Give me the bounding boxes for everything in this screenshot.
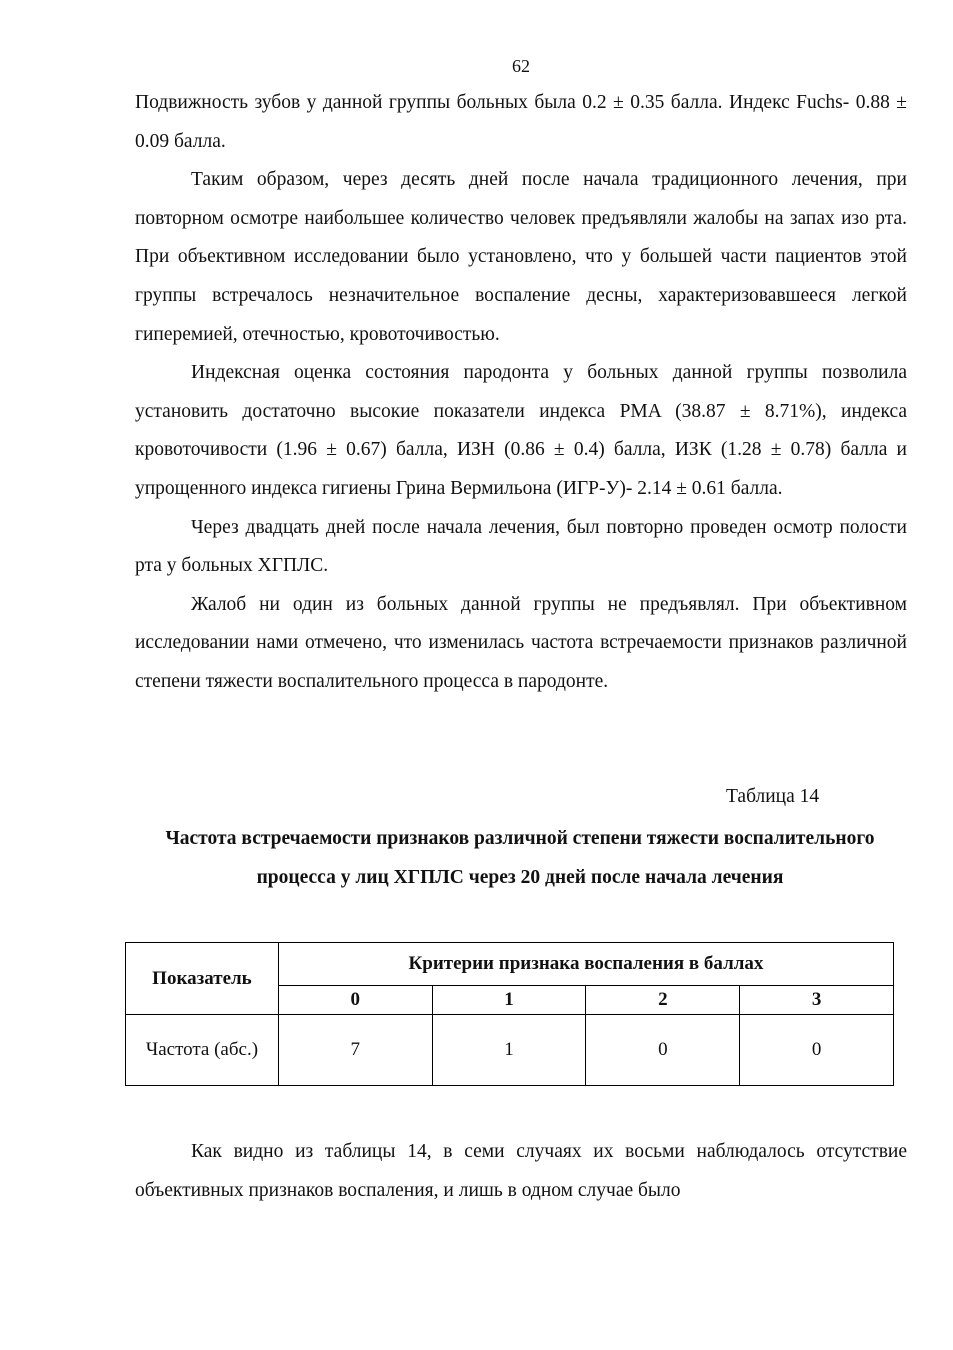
page-number: 62 (512, 56, 530, 76)
header-indicator: Показатель (126, 943, 279, 1015)
header-criteria: Критерии признака воспаления в баллах (278, 943, 893, 986)
cell-score-3: 0 (740, 1015, 894, 1086)
table-caption: Частота встречаемости признаков различной степени тяжести воспалительного процесса у лиц ХГПЛС через 20 дней после начала лечения (165, 828, 875, 888)
row-label-frequency: Частота (абс.) (126, 1015, 279, 1086)
header-score-3: 3 (740, 986, 894, 1015)
header-score-1: 1 (432, 986, 586, 1015)
frequency-table (125, 942, 894, 1086)
table-row (126, 1015, 894, 1086)
cell-score-0: 7 (278, 1015, 432, 1086)
table-number-label: Таблица 14 (726, 786, 820, 807)
paragraph-index-assessment: Индексная оценка состояния пародонта у больных данной группы позволила установить достаточно высокие показатели индекса PMA (38.87 ± 8.71%), индекса кровоточивости (1.96 ± 0.67) балла, ИЗН (0.86 ± 0.4) балла, ИЗК (1.28 ± 0.78) балла и упрощенного индекса гигиены Грина Вермильона (ИГР-У)- 2.14 ± 0.61 балла. (135, 362, 907, 499)
paragraph-tooth-mobility: Подвижность зубов у данной группы больных была 0.2 ± 0.35 балла. Индекс Fuchs- 0.88 ± 0.09 балла. (135, 92, 907, 152)
cell-score-2: 0 (586, 1015, 740, 1086)
header-score-0: 0 (278, 986, 432, 1015)
header-score-2: 2 (586, 986, 740, 1015)
cell-score-1: 1 (432, 1015, 586, 1086)
body-text-after-table (135, 1133, 907, 1210)
paragraph-twenty-days: Через двадцать дней после начала лечения, был повторно проведен осмотр полости рта у больных ХГПЛС. (135, 516, 907, 577)
paragraph-ten-days-summary: Таким образом, через десять дней после начала традиционного лечения, при повторном осмотре наибольшее количество человек предъявляли жалобы на запах изо рта. При объективном исследовании было установлено, что у большей части пациентов этой группы встречалось незначительное воспаление десны, характеризовавшееся легкой гиперемией, отечностью, кровоточивостью. (135, 169, 907, 345)
paragraph-no-complaints: Жалоб ни один из больных данной группы не предъявлял. При объективном исследовании нами отмечено, что изменилась частота встречаемости признаков различной степени тяжести воспалительного процесса в пародонте. (135, 593, 907, 692)
paragraph-table-conclusion: Как видно из таблицы 14, в семи случаях их восьми наблюдалось отсутствие объективных признаков воспаления, и лишь в одном случае было (135, 1141, 907, 1201)
body-text (135, 84, 907, 702)
